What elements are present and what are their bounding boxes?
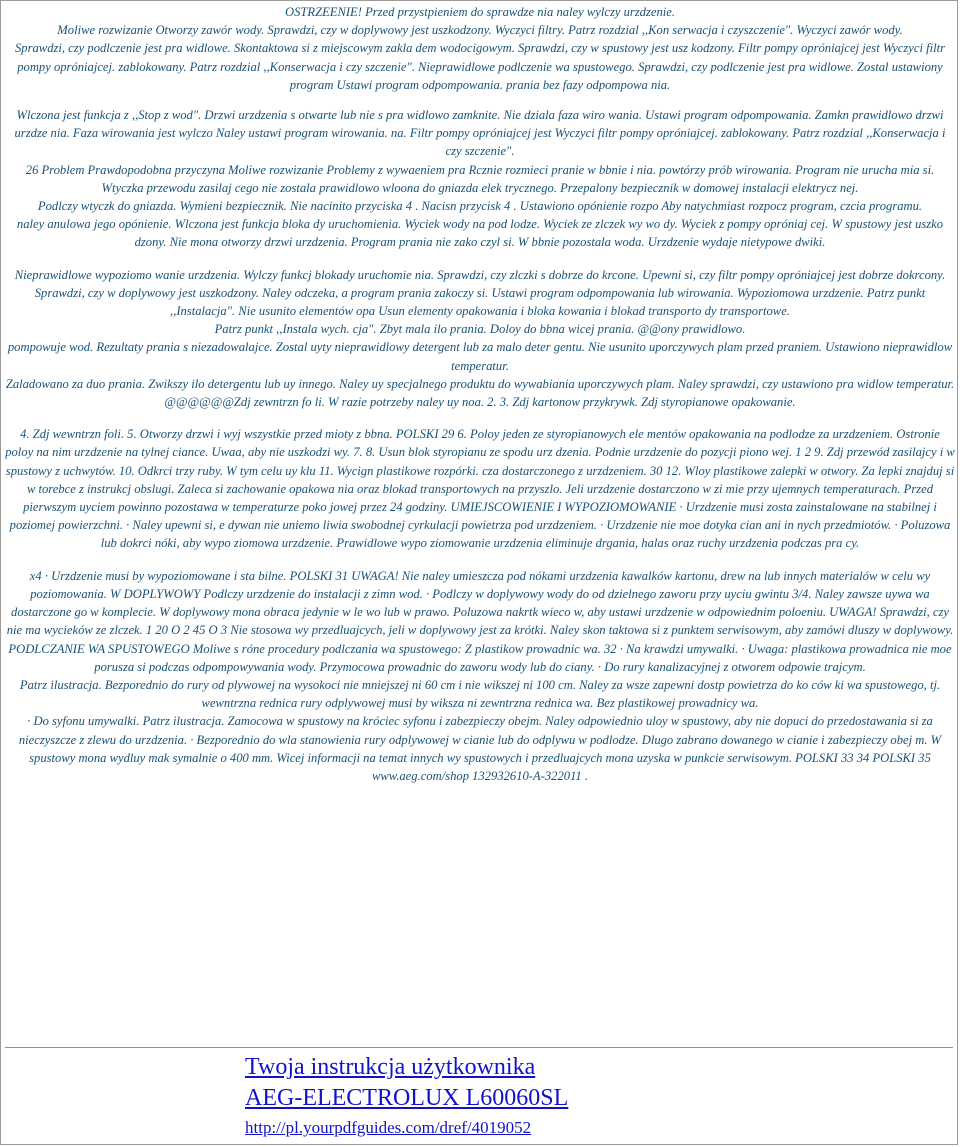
paragraph-siphon: · Do syfonu umywalki. Patrz ilustracja. Zamocowa w spustowy na króciec syfonu i zabezpieczy obejm. Naley odpowiednio uloy w spustowy, aby nie dopuci do przedostawania si za nieczyszcze z zlewu do urzdzenia. · Bezporednio do wla stanowienia rury odplywowej w cianie lub do odplywu w podlodze. Dlugo zabrano dowanego w cianie i zabezpieczy obej m. W spustowy mona wydluy mak symalnie o 400 mm. Wicej informacji na temat innych wy spustowych i przedluajcych mona uzyska w punkcie serwisowym. POLSKI 33 34 POLSKI 35 www.aeg.com/shop 132932610-A-322011 . <box>18 714 942 783</box>
manual-url-link[interactable]: http://pl.yourpdfguides.com/dref/4019052 <box>245 1118 532 1137</box>
paragraph-drain-hose: PODLCZANIE WA SPUSTOWEGO Moliwe s róne procedury podlczania wa spustowego: Z plastikow prowadnic wa. 32 · Na krawdzi umywalki. · Uwaga: plastikowa prowadnica nie moe porusza si podczas odpompowywania wody. Przymocowa prowadnic do zaworu wody lub do ciany. · Do rury kanalizacyjnej z otworem odpowie trajcym. <box>8 641 952 674</box>
paragraph-gap <box>5 411 955 425</box>
paragraph-warning: OSTRZEENIE! Przed przystpieniem do sprawdze nia naley wylczy urzdzenie. <box>284 5 675 19</box>
manual-text <box>5 3 955 785</box>
paragraph-drain-direct: Patrz ilustracja. Bezporednio do rury od plywowej na wysokoci nie mniejszej ni 60 cm i nie wikszej ni 100 cm. Naley za wsze zapewni dostp powietrza do ko ców ki wa spustowego, tj. wewntrzna rednica rury odplywowej musi by wiksza ni zewntrzna rednica wa. Bez plastikowej prowadnicy wa. <box>19 677 941 711</box>
paragraph-plug-fuse: Podlczy wtyczk do gniazda. Wymieni bezpiecznik. Nie nacinito przyciska 4 . Nacisn przycisk 4 . Ustawiono opónienie rozpo Aby natychmiast rozpocz program, czcia programu. <box>37 199 923 214</box>
paragraph-problem-table: 26 Problem Prawdopodobna przyczyna Moliwe rozwizanie Problemy z wywaeniem pra Rcznie rozmieci pranie w bbnie i nia. powtórzy prób wirowania. Program nie urucha mia si. Wtyczka przewodu zasilaj cego nie zostala prawidlowo wloona do gniazda elek trycznego. Przepalony bezpiecznik w domowej instalacji elektrycz nej. <box>25 162 935 195</box>
footer-links <box>245 1052 568 1140</box>
paragraph-solution: Moliwe rozwizanie Otworzy zawór wody. Sprawdzi, czy w doplywowy jest uszkodzony. Wyczyci filtry. Patrz rozdzial ,,Kon serwacja i czyszczenie". Wyczyci zawór wody. <box>57 23 903 38</box>
paragraph-delay-cancel: naley anulowa jego opónienie. Wlczona jest funkcja bloka dy uruchomienia. Wyciek wody na pod lodze. Wyciek ze zlczek wy wo dy. Wyciek z pompy opróniaj cej. W spustowy jest uszko dzony. Nie mona otworzy drzwi urzdzenia. Program prania nie zako czyl si. W bbnie pozostala woda. Urzdzenie wydaje nietypowe dwiki. <box>16 217 944 250</box>
product-model-link[interactable]: AEG-ELECTROLUX L60060SL <box>245 1085 569 1111</box>
paragraph-overload: Zaladowano za duo prania. Zwikszy ilo detergentu lub uy innego. Naley uy specjalnego produktu do wywabiania uporczywych plam. Naley sprawdzi, czy ustawiono pra widlow temperatur. @@@@@@Zdj zewntrzn fo li. W razie potrzeby naley uy noa. 2. 3. Zdj kartonow przykrywk. Zdj styropianowe opakowanie. <box>5 376 955 410</box>
paragraph-connection-check: Sprawdzi, czy podlczenie jest pra widlowe. Skontaktowa si z miejscowym zakla dem wodocigowym. Sprawdzi, czy w spustowy jest usz kodzony. Filtr pompy opróniajcej jest Wyczyci filtr pompy opróniajcej. zablokowany. Patrz rozdzial ,,Konserwacja i czy szczenie". Nieprawidlowe podlczenie wa spustowego. Sprawdzi, czy podlczenie jest pra widlowe. Zostal ustawiony program Ustawi program odpompowania. prania bez fazy odpompowa nia. <box>15 41 945 92</box>
paragraph-gap <box>5 94 955 106</box>
paragraph-stop-with-water: Wlczona jest funkcja z ,,Stop z wod". Drzwi urzdzenia s otwarte lub nie s pra widlowo zamknite. Nie dziala faza wiro wania. Ustawi program odpompowania. Zamkn prawidlowo drzwi urzdze nia. Faza wirowania jest wylczo Naley ustawi program wirowania. na. Filtr pompy opróniajcej jest Wyczyci filtr pompy opróniajcej. zablokowany. Patrz rozdzial ,,Konserwacja i czy szczenie". <box>14 108 946 159</box>
paragraph-inlet-hose: x4 · Urzdzenie musi by wypoziomowane i sta bilne. POLSKI 31 UWAGA! Nie naley umieszcza pod nókami urzdzenia kawalków kartonu, drew na lub innych materialów w celu wy poziomowania. W DOPLYWOWY Podlczy urzdzenie do instalacji z zimn wod. · Podlczy w doplywowy wody do od dzielnego zaworu przy uyciu gwintu 3/4. Naley zawsze uywa wa dostarczone go w komplecie. W doplywowy mona obraca jedynie w le wo lub w prawo. Poluzowa nakrtk wieco w, aby ustawi urzdzenie w odpowiednim poloeniu. UWAGA! Sprawdzi, czy nie ma wycieków ze zlczek. 1 20 O 2 45 O 3 Nie stosowa wy przedluajcych, jeli w doplywowy jest za krótki. Naley skon taktowa si z punktem serwisowym, aby zamówi dluszy w doplywowy. <box>6 568 954 638</box>
paragraph-leveling: Nieprawidlowe wypoziomo wanie urzdzenia. Wylczy funkcj blokady uruchomie nia. Sprawdzi, czy zlczki s dobrze do krcone. Upewni si, czy filtr pompy opróniajcej jest dobrze dokrcony. Sprawdzi, czy w doplywowy jest uszkodzony. Naley odczeka, a program prania zakoczy si. Ustawi program odpompowania lub wirowania. Wypoziomowa urzdzenie. Patrz punkt ,,Instalacja". Nie usunito elementów opa Usun elementy opakowania i bloka kowania i blokad transporto dy transportowe. <box>14 267 946 319</box>
paragraph-gap <box>5 252 955 266</box>
paragraph-gap <box>5 553 955 567</box>
paragraph-installation-ref: Patrz punkt ,,Instala wych. cja". Zbyt mala ilo prania. Doloy do bbna wicej prania. @@ony prawidlowo. <box>214 322 746 337</box>
manual-title-link[interactable]: Twoja instrukcja użytkownika <box>245 1054 536 1080</box>
paragraph-unpacking: 4. Zdj wewntrzn foli. 5. Otworzy drzwi i wyj wszystkie przed mioty z bbna. POLSKI 29 6. Poloy jeden ze styropianowych ele mentów opakowania na podlodze za urzdzeniem. Ostronie poloy na nim urzdzenie na tylnej ciance. Uwaa, aby nie uszkodzi wy. 7. 8. Usun blok styropianu ze spodu urz dzenia. Podnie urzdzenie do pozycji piono wej. 1 2 9. Zdj przewód zasilajcy i w spustowy z uchwytów. 10. Odkrci trzy ruby. W tym celu uy klu 11. Wycign plastikowe rozpórki. cza dostarczonego z urzdzeniem. 30 12. Wloy plastikowe zalepki w otwory. Za lepki znajduj si w torebce z instrukcj obslugi. Zaleca si zachowanie opakowa nia oraz blokad transportowych na przyszlo. Jeli urzdzenie dostarczono w zi mie przy ujemnych temperaturach. Przed pierwszym uyciem powinno pozostawa w temperaturze poko jowej przez 24 godziny. UMIEJSCOWIENIE I WYPOZIOMOWANIE · Urzdzenie musi zosta zainstalowane na stabilnej i poziomej powierzchni. · Naley upewni si, e dywan nie uniemo liwia swobodnej cyrkulacji powietrza pod urzdzeniem. · Urzdzenie nie moe dotyka cian ani in nych przedmiotów. · Poluzowa lub dokrci nóki, aby wypo ziomowa urzdzenie. Prawidlowe wypo ziomowanie urzdzenia eliminuje drgania, halas oraz ruchy urzdzenia podczas pra cy. <box>5 427 955 551</box>
paragraph-wash-results: pompowuje wod. Rezultaty prania s niezadowalajce. Zostal uyty nieprawidlowy detergent lub za malo deter gentu. Nie usunito uporczywych plam przed praniem. Ustawiono nieprawidlow temperatur. <box>7 340 953 373</box>
footer-divider <box>5 1047 953 1048</box>
